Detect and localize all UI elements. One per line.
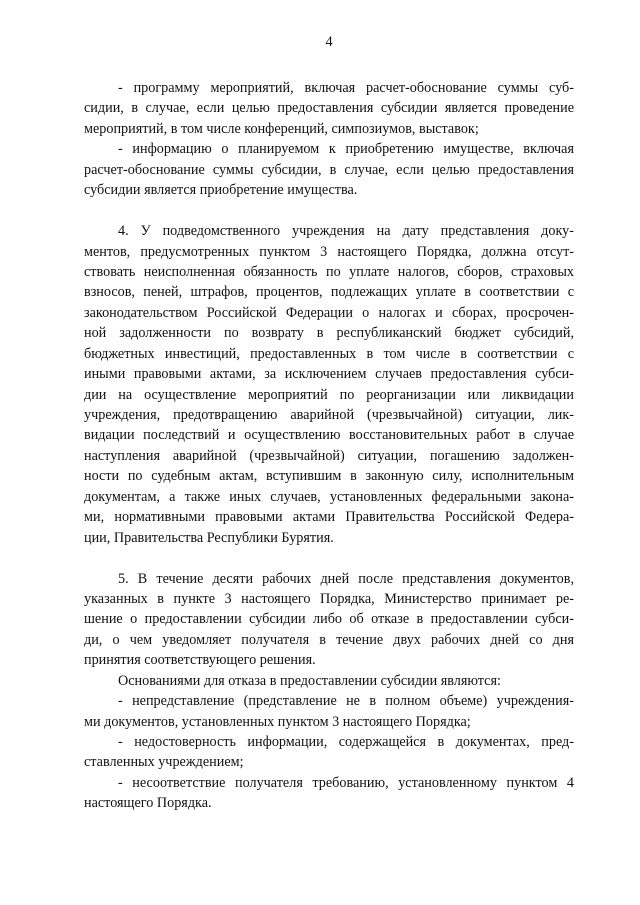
text-line: наступления аварийной (чрезвычайной) ситуации, погашению задолжен- [84,447,574,464]
page-number: 4 [325,34,333,50]
text-line: настоящего Порядка. [84,795,212,812]
text-line: указанных в пункте 3 настоящего Порядка, Министерство принимает ре- [84,590,574,607]
text-line: - недостоверность информации, содержащейся в документах, пред- [118,734,574,750]
text-line: ной задолженности по возврату в республиканский бюджет субсидий, [84,325,574,342]
text-line: ставленных учреждением; [84,754,244,771]
text-line: принятия соответствующего решения. [84,652,316,669]
text-line: 5. В течение десяти рабочих дней после представления документов, [118,570,574,587]
text-line: ствовать неисполненная обязанность по уплате налогов, сборов, страховых [84,263,574,280]
text-line: ности по судебным актам, вступившим в законную силу, исполнительным [84,468,574,485]
text-line: ми документов, установленных пунктом 3 настоящего Порядка; [84,713,471,730]
paragraph-program-list [84,78,574,201]
document-page [84,32,574,814]
text-line: документам, а также иных случаев, установленных федеральными закона- [84,488,574,505]
paragraph-4 [84,221,574,548]
text-line: Основаниями для отказа в предоставлении субсидии являются: [118,672,501,689]
paragraph-gap [84,201,574,221]
text-line: расчет-обоснование суммы субсидии, в случае, если целью предоставления [84,161,574,178]
text-line: мероприятий, в том числе конференций, симпозиумов, выставок; [84,120,479,137]
text-line: ди, о чем уведомляет получателя в течение двух рабочих дней со дня [84,631,574,648]
text-line: дии на осуществление мероприятий по реорганизации или ликвидации [84,386,574,403]
paragraph-5 [84,569,574,814]
text-line: ментов, предусмотренных пунктом 3 настоящего Порядка, должна отсут- [84,243,574,260]
text-line: взносов, пеней, штрафов, процентов, подлежащих уплате в соответствии с [84,284,574,301]
text-line: бюджетных инвестиций, предоставленных в том числе в соответствии с [84,345,574,362]
text-line: - информацию о планируемом к приобретению имуществе, включая [118,141,574,158]
text-line: учреждения, предотвращению аварийной (чрезвычайной) ситуации, лик- [84,407,574,423]
text-line: ции, Правительства Республики Бурятия. [84,529,334,546]
paragraph-gap [84,548,574,568]
text-line: - несоответствие получателя требованию, установленному пунктом 4 [118,774,574,791]
text-line: - программу мероприятий, включая расчет-обоснование суммы суб- [118,80,574,96]
text-line: законодательством Российской Федерации о налогах и сборах, просрочен- [84,304,574,321]
text-line: видации последствий и осуществлению восстановительных работ в случае [84,427,574,444]
text-line: сидии, в случае, если целью предоставления субсидии является проведение [84,100,574,117]
text-line: - непредставление (представление не в полном объеме) учреждения- [118,693,574,710]
text-line: субсидии является приобретение имущества. [84,182,358,199]
text-line: шение о предоставлении субсидии либо об отказе в предоставлении субси- [84,611,574,628]
text-line: 4. У подведомственного учреждения на дату представления доку- [118,223,574,240]
text-line: иными правовыми актами, за исключением случаев предоставления субси- [84,366,574,383]
text-line: ми, нормативными правовыми актами Правительства Российской Федера- [84,509,574,526]
